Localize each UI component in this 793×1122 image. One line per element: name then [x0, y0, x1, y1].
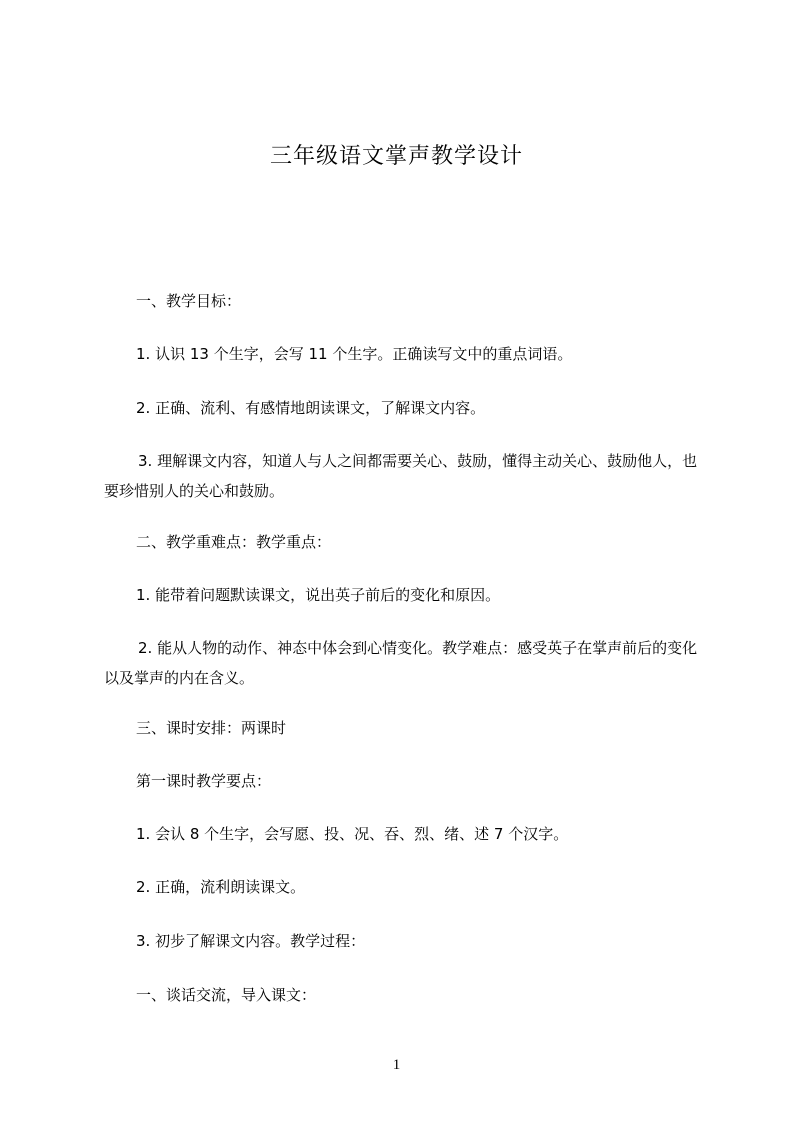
page-number: 1	[392, 1057, 401, 1073]
first-lesson-item-3: 3. 初步了解课文内容。教学过程：	[136, 932, 366, 950]
process-step-heading: 一、谈话交流，导入课文：	[136, 986, 317, 1004]
section-heading-schedule: 三、课时安排：两课时	[136, 719, 287, 737]
key-point-item-2: 2. 能从人物的动作、神态中体会到心情变化。教学难点：感受英子在掌声前后的变化以及掌声的内在含义。	[104, 639, 698, 687]
objective-item-1: 1. 认识 13 个生字，会写 11 个生字。正确读写文中的重点词语。	[136, 345, 573, 363]
objective-item-3: 3. 理解课文内容，知道人与人之间都需要关心、鼓励，懂得主动关心、鼓励他人，也要珍惜别人的关心和鼓励。	[104, 452, 698, 500]
section-heading-key-points: 二、教学重难点：教学重点：	[136, 533, 332, 551]
section-heading-objectives: 一、教学目标：	[136, 292, 242, 310]
first-lesson-heading: 第一课时教学要点：	[136, 772, 272, 790]
first-lesson-item-2: 2. 正确，流利朗读课文。	[136, 878, 306, 896]
key-point-item-1: 1. 能带着问题默读课文，说出英子前后的变化和原因。	[136, 586, 501, 604]
document-title: 三年级语文掌声教学设计	[269, 144, 523, 169]
objective-item-2: 2. 正确、流利、有感情地朗读课文，了解课文内容。	[136, 399, 486, 417]
first-lesson-item-1: 1. 会认 8 个生字，会写愿、投、况、吞、烈、绪、述 7 个汉字。	[136, 825, 569, 843]
